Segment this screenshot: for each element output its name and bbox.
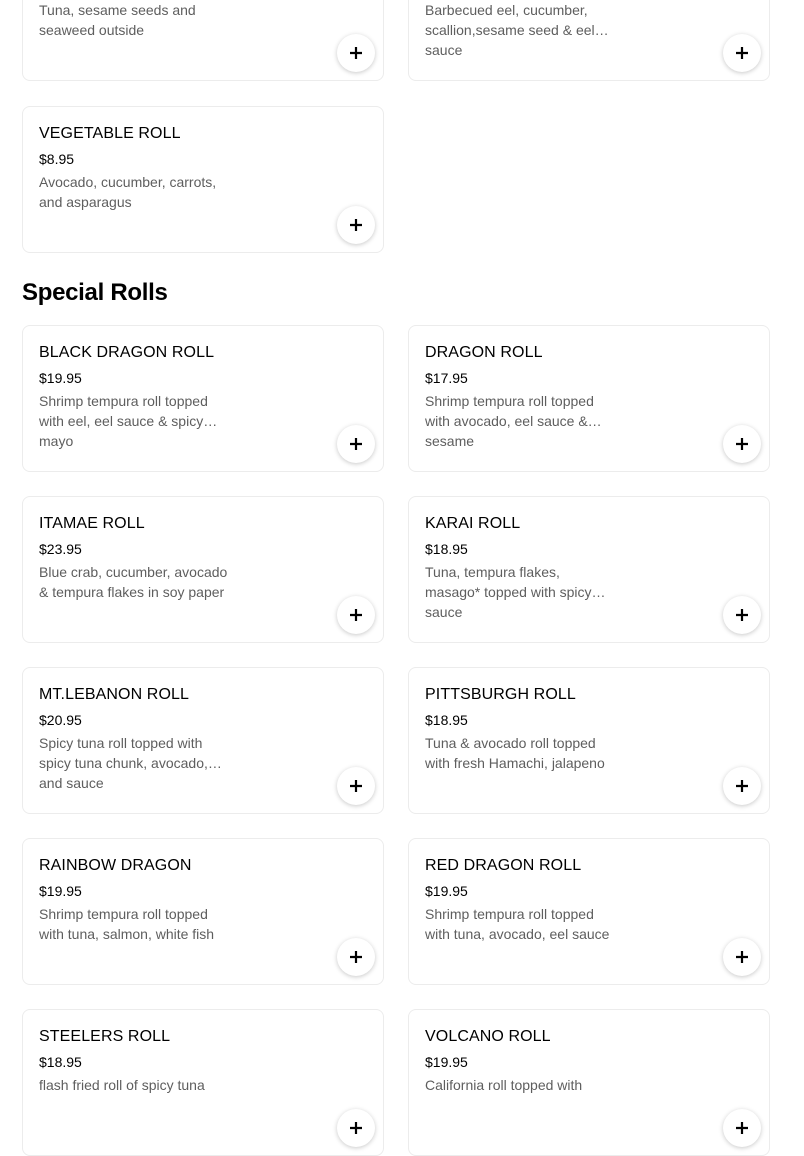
add-item-button[interactable] — [723, 34, 761, 72]
item-name: RED DRAGON ROLL — [425, 857, 582, 874]
item-price: $8.95 — [39, 151, 75, 167]
item-price: $17.95 — [425, 370, 468, 386]
plus-icon — [349, 950, 363, 964]
item-price: $19.95 — [39, 370, 82, 386]
item-price: $20.95 — [39, 712, 82, 728]
menu-item-card[interactable] — [408, 0, 770, 81]
add-item-button[interactable] — [723, 1109, 761, 1147]
menu-item-card[interactable] — [22, 1009, 384, 1156]
add-item-button[interactable] — [337, 206, 375, 244]
item-name: PITTSBURGH ROLL — [425, 686, 576, 703]
section-title-special-rolls: Special Rolls — [22, 279, 168, 306]
menu-item-card[interactable] — [22, 667, 384, 814]
item-name: DRAGON ROLL — [425, 344, 543, 361]
item-description: Blue crab, cucumber, avocado & tempura flakes in soy paper — [39, 564, 228, 600]
item-description: Spicy tuna roll topped with spicy tuna chunk, avocado, and sauce — [39, 735, 208, 791]
plus-icon — [349, 1121, 363, 1135]
menu-item-card[interactable] — [22, 496, 384, 643]
add-item-button[interactable] — [723, 425, 761, 463]
item-price: $19.95 — [39, 883, 82, 899]
plus-icon — [349, 779, 363, 793]
item-description: Barbecued eel, cucumber, scallion,sesame seed & eel sauce — [425, 2, 595, 58]
item-price: $18.95 — [425, 541, 468, 557]
add-item-button[interactable] — [337, 767, 375, 805]
item-description: Shrimp tempura roll topped with tuna, avocado, eel sauce — [425, 906, 610, 942]
menu-item-card[interactable] — [22, 106, 384, 253]
item-name: ITAMAE ROLL — [39, 515, 145, 532]
item-price: $23.95 — [39, 541, 82, 557]
menu-item-card[interactable] — [22, 0, 384, 81]
menu-item-card[interactable] — [408, 496, 770, 643]
plus-icon — [349, 437, 363, 451]
item-description: Shrimp tempura roll topped with tuna, salmon, white fish — [39, 906, 215, 942]
item-description: California roll topped with — [425, 1077, 583, 1093]
item-name: KARAI ROLL — [425, 515, 521, 532]
plus-icon — [735, 437, 749, 451]
item-price: $19.95 — [425, 883, 468, 899]
plus-icon — [349, 608, 363, 622]
add-item-button[interactable] — [723, 596, 761, 634]
add-item-button[interactable] — [337, 1109, 375, 1147]
plus-icon — [735, 1121, 749, 1135]
item-name: VEGETABLE ROLL — [39, 125, 181, 142]
menu-item-card[interactable] — [408, 325, 770, 472]
plus-icon — [735, 779, 749, 793]
item-name: MT.LEBANON ROLL — [39, 686, 189, 703]
add-item-button[interactable] — [723, 767, 761, 805]
plus-icon — [349, 46, 363, 60]
plus-icon — [735, 46, 749, 60]
item-price: $18.95 — [425, 712, 468, 728]
add-item-button[interactable] — [337, 425, 375, 463]
plus-icon — [349, 218, 363, 232]
item-name: VOLCANO ROLL — [425, 1028, 551, 1045]
item-description: Avocado, cucumber, carrots, and asparagus — [39, 174, 217, 210]
item-name: RAINBOW DRAGON — [39, 857, 192, 874]
item-description: Tuna, sesame seeds and seaweed outside — [39, 2, 196, 38]
item-price: $18.95 — [39, 1054, 82, 1070]
add-item-button[interactable] — [337, 938, 375, 976]
plus-icon — [735, 608, 749, 622]
menu-item-card[interactable] — [408, 1009, 770, 1156]
item-description: flash fried roll of spicy tuna — [39, 1077, 205, 1093]
add-item-button[interactable] — [723, 938, 761, 976]
add-item-button[interactable] — [337, 596, 375, 634]
item-description: Tuna & avocado roll topped with fresh Hamachi, jalapeno — [425, 735, 605, 771]
item-name: BLACK DRAGON ROLL — [39, 344, 215, 361]
menu-item-card[interactable] — [22, 838, 384, 985]
menu-item-card[interactable] — [408, 838, 770, 985]
item-description: Shrimp tempura roll topped with avocado, eel sauce & sesame — [425, 393, 594, 449]
menu-item-card[interactable] — [408, 667, 770, 814]
item-price: $19.95 — [425, 1054, 468, 1070]
menu-item-card[interactable] — [22, 325, 384, 472]
item-name: STEELERS ROLL — [39, 1028, 171, 1045]
plus-icon — [735, 950, 749, 964]
add-item-button[interactable] — [337, 34, 375, 72]
item-description: Shrimp tempura roll topped with eel, eel sauce & spicy mayo — [39, 393, 208, 449]
item-description: Tuna, tempura flakes, masago* topped with spicy sauce — [425, 564, 592, 620]
